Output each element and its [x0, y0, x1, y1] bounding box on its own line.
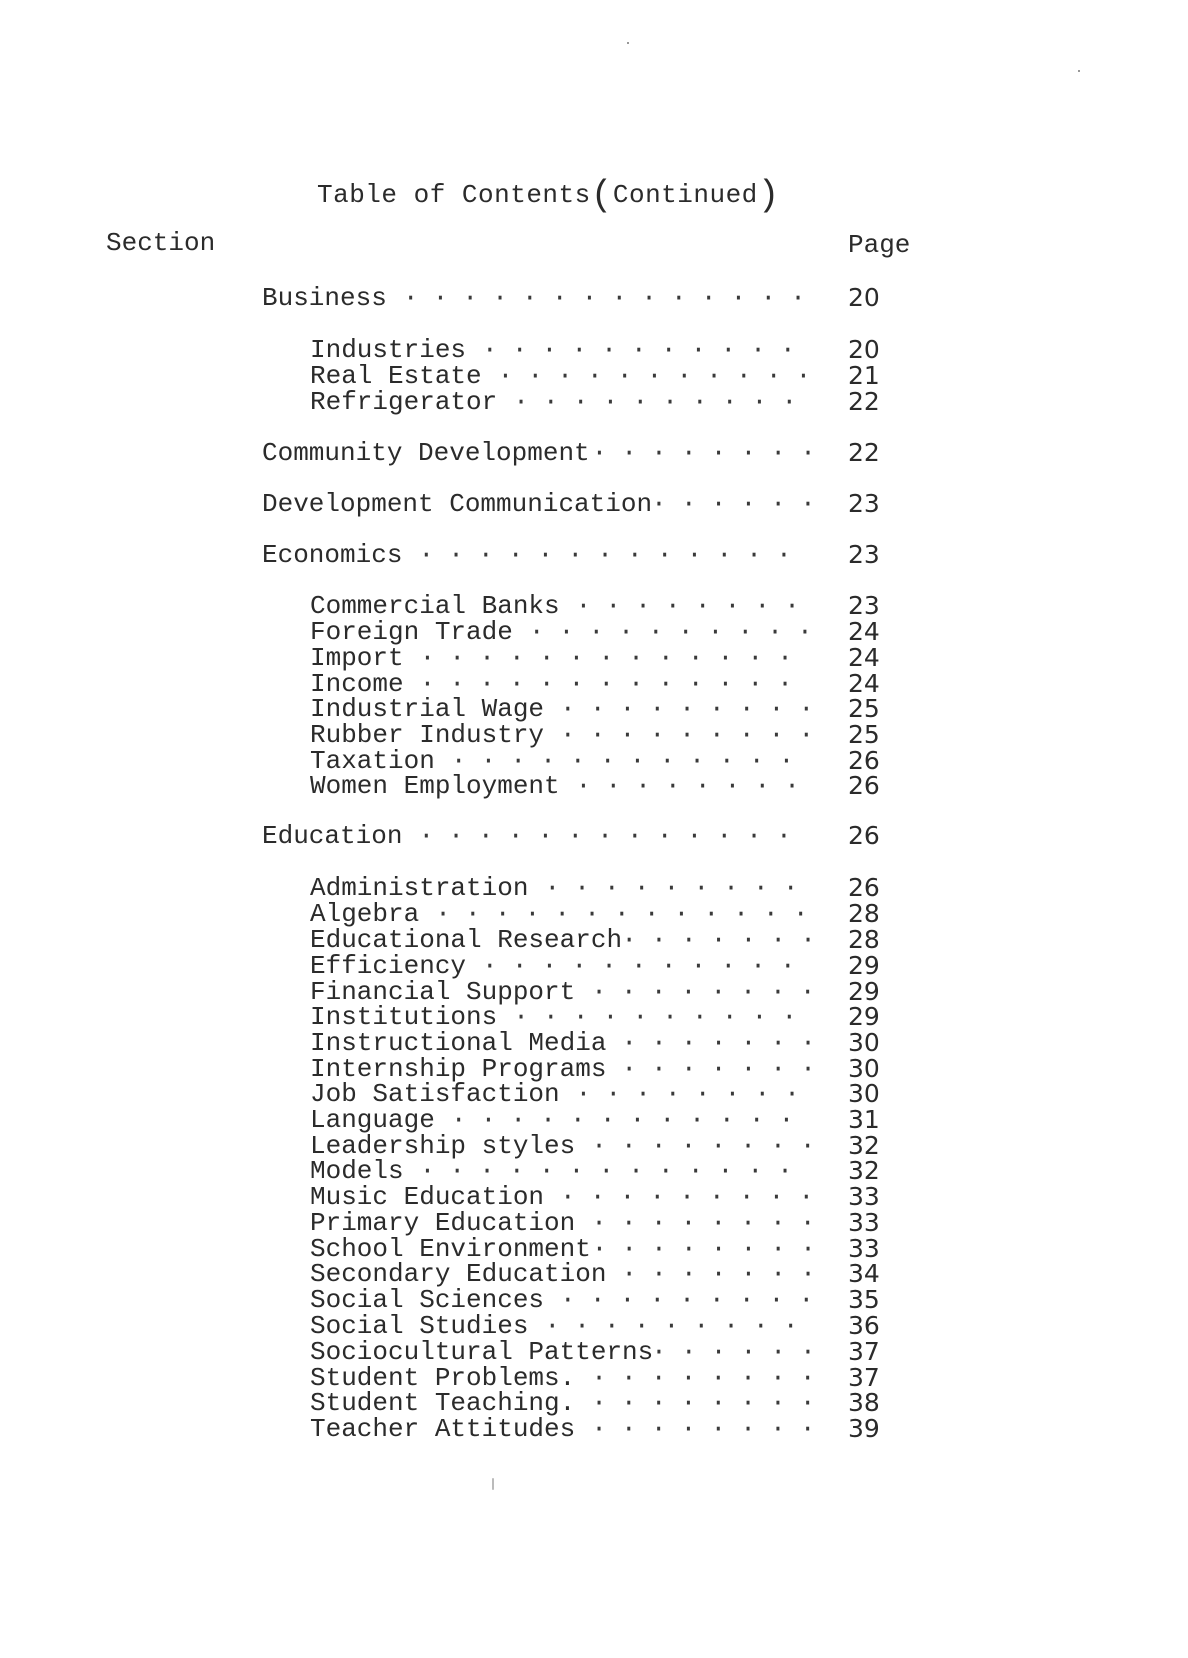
- toc-entry-label: Sociocultural Patterns: [310, 1337, 654, 1367]
- toc-subsection-entry: [310, 1388, 880, 1418]
- toc-subsection-entry: [310, 1285, 880, 1315]
- dot-leader: ·············: [435, 899, 823, 929]
- toc-entry-label: Student Teaching.: [310, 1388, 576, 1418]
- toc-entry-page-number: 33: [848, 1182, 880, 1211]
- toc-section-entry: [262, 821, 880, 851]
- toc-subsection-entry: [310, 1156, 880, 1186]
- toc-entry-label: Foreign Trade: [310, 617, 513, 647]
- toc-entry-label: Real Estate: [310, 361, 482, 391]
- toc-entry-label: Development Communication: [262, 489, 653, 519]
- dot-leader: ············: [450, 746, 809, 776]
- toc-entry-label: Teacher Attitudes: [310, 1414, 576, 1444]
- toc-entry-page-number: 29: [848, 1002, 880, 1031]
- toc-subsection-entry: [310, 771, 880, 801]
- toc-entry-page-number: 28: [848, 925, 880, 954]
- dot-leader: ·········: [560, 1285, 829, 1315]
- toc-entry-page-number: 24: [848, 617, 880, 646]
- toc-entry-label: Education: [262, 821, 403, 851]
- toc-entry-label: Women Employment: [310, 771, 560, 801]
- toc-entry-label: Educational Research: [310, 925, 623, 955]
- page-column-header: Page: [848, 230, 911, 260]
- toc-entry-label: Industrial Wage: [310, 694, 545, 724]
- dot-leader: ········: [591, 1388, 830, 1418]
- toc-entry-label: Rubber Industry: [310, 720, 545, 750]
- toc-entry-page-number: 24: [848, 643, 880, 672]
- toc-entry-page-number: 37: [848, 1363, 880, 1392]
- toc-subsection-entry: [310, 591, 880, 621]
- toc-subsection-entry: [310, 1079, 880, 1109]
- toc-subsection-entry: [310, 720, 880, 750]
- toc-entry-page-number: 28: [848, 899, 880, 928]
- dot-leader: ·······: [621, 1259, 830, 1289]
- toc-subsection-entry: [310, 1259, 880, 1289]
- title-open-paren: (: [590, 175, 613, 216]
- dot-leader: ············: [450, 1105, 809, 1135]
- page-title: [317, 172, 780, 216]
- dot-leader: ······: [651, 1337, 830, 1367]
- toc-subsection-entry: [310, 1028, 880, 1058]
- dot-leader: ·······: [621, 925, 830, 955]
- toc-entry-label: Music Education: [310, 1182, 545, 1212]
- toc-subsection-entry: [310, 1414, 880, 1444]
- dot-leader: ·········: [544, 873, 813, 903]
- dot-leader: ·············: [418, 540, 806, 570]
- toc-entry-page-number: 39: [848, 1414, 880, 1443]
- toc-entry-page-number: 23: [848, 591, 880, 620]
- toc-entry-page-number: 23: [848, 489, 880, 518]
- toc-entry-page-number: 26: [848, 746, 880, 775]
- toc-subsection-entry: [310, 925, 880, 955]
- toc-entry-page-number: 32: [848, 1156, 880, 1185]
- toc-section-entry: [262, 283, 880, 313]
- dot-leader: ···········: [482, 335, 810, 365]
- toc-entry-label: Institutions: [310, 1002, 498, 1032]
- dot-leader: ········: [575, 771, 815, 801]
- toc-entry-label: Refrigerator: [310, 387, 498, 417]
- toc-entry-page-number: 33: [848, 1234, 880, 1263]
- toc-entry-page-number: 30: [848, 1028, 880, 1057]
- toc-entry-label: Import: [310, 643, 404, 673]
- toc-section-entry: [262, 489, 880, 519]
- toc-subsection-entry: [310, 617, 880, 647]
- toc-subsection-entry: [310, 1208, 880, 1238]
- toc-entry-label: Commercial Banks: [310, 591, 560, 621]
- toc-entry-label: Algebra: [310, 899, 420, 929]
- dot-leader: ········: [575, 591, 815, 621]
- title-text: Table of Contents: [317, 180, 591, 210]
- toc-section-entry: [262, 438, 880, 468]
- dot-leader: ·········: [560, 694, 829, 724]
- toc-entry-label: Leadership styles: [310, 1131, 576, 1161]
- toc-entry-label: School Environment: [310, 1234, 591, 1264]
- toc-entry-label: Income: [310, 669, 404, 699]
- toc-entry-page-number: 33: [848, 1208, 880, 1237]
- toc-entry-label: Efficiency: [310, 951, 467, 981]
- section-column-header: Section: [106, 228, 216, 258]
- dot-leader: ········: [575, 1079, 815, 1109]
- toc-entry-label: Business: [262, 283, 387, 313]
- toc-entry-page-number: 32: [848, 1131, 880, 1160]
- toc-entry-label: Social Sciences: [310, 1285, 545, 1315]
- toc-subsection-entry: [310, 1002, 880, 1032]
- dot-leader: ········: [591, 1234, 830, 1264]
- toc-section-entry: [262, 540, 880, 570]
- dot-leader: ··········: [513, 1002, 812, 1032]
- toc-entry-page-number: 20: [848, 335, 880, 364]
- toc-entry-label: Financial Support: [310, 977, 576, 1007]
- toc-entry-label: Models: [310, 1156, 404, 1186]
- toc-entry-page-number: 25: [848, 694, 880, 723]
- toc-subsection-entry: [310, 335, 880, 365]
- toc-entry-label: Community Development: [262, 438, 590, 468]
- dot-leader: ···········: [482, 951, 810, 981]
- toc-subsection-entry: [310, 1311, 880, 1341]
- dot-leader: ··········: [528, 617, 827, 647]
- toc-entry-page-number: 23: [848, 540, 880, 569]
- toc-entry-page-number: 30: [848, 1079, 880, 1108]
- scan-speck: [627, 42, 629, 44]
- toc-entry-label: Instructional Media: [310, 1028, 607, 1058]
- dot-leader: ········: [591, 438, 830, 468]
- dot-leader: ·······: [621, 1054, 830, 1084]
- dot-leader: ·············: [419, 669, 808, 699]
- toc-subsection-entry: [310, 1337, 880, 1367]
- toc-subsection-entry: [310, 873, 880, 903]
- dot-leader: ········: [591, 977, 830, 1007]
- toc-entry-page-number: 29: [848, 951, 880, 980]
- dot-leader: ·············: [418, 821, 806, 851]
- toc-entry-page-number: 25: [848, 720, 880, 749]
- toc-entry-label: Student Problems.: [310, 1363, 576, 1393]
- toc-entry-label: Internship Programs: [310, 1054, 607, 1084]
- toc-subsection-entry: [310, 1182, 880, 1212]
- dot-leader: ·······: [621, 1028, 830, 1058]
- dot-leader: ········: [591, 1363, 830, 1393]
- toc-entry-page-number: 37: [848, 1337, 880, 1366]
- toc-entry-page-number: 31: [848, 1105, 880, 1134]
- toc-entry-label: Industries: [310, 335, 467, 365]
- toc-entry-page-number: 26: [848, 771, 880, 800]
- toc-subsection-entry: [310, 361, 880, 391]
- dot-leader: ······: [651, 489, 830, 519]
- toc-entry-label: Language: [310, 1105, 435, 1135]
- toc-entry-page-number: 38: [848, 1388, 880, 1417]
- toc-subsection-entry: [310, 1105, 880, 1135]
- toc-subsection-entry: [310, 694, 880, 724]
- dot-leader: ········: [591, 1131, 830, 1161]
- toc-entry-label: Taxation: [310, 746, 435, 776]
- toc-entry-label: Administration: [310, 873, 529, 903]
- dot-leader: ·············: [419, 643, 808, 673]
- dot-leader: ··············: [402, 283, 821, 313]
- toc-entry-label: Economics: [262, 540, 403, 570]
- dot-leader: ·········: [560, 1182, 829, 1212]
- title-close-paren: ): [757, 175, 780, 216]
- scan-speck: [1078, 70, 1080, 72]
- dot-leader: ········: [591, 1414, 830, 1444]
- dot-leader: ··········: [513, 387, 812, 417]
- toc-subsection-entry: [310, 899, 880, 929]
- toc-subsection-entry: [310, 387, 880, 417]
- toc-entry-label: Social Studies: [310, 1311, 529, 1341]
- toc-entry-page-number: 36: [848, 1311, 880, 1340]
- dot-leader: ·············: [419, 1156, 808, 1186]
- toc-entry-label: Secondary Education: [310, 1259, 607, 1289]
- toc-entry-page-number: 22: [848, 387, 880, 416]
- toc-entry-page-number: 21: [848, 361, 880, 390]
- dot-leader: ·········: [560, 720, 829, 750]
- title-suffix: Continued: [612, 180, 758, 210]
- toc-entry-label: Job Satisfaction: [310, 1079, 560, 1109]
- toc-entry-page-number: 30: [848, 1054, 880, 1083]
- toc-subsection-entry: [310, 951, 880, 981]
- toc-entry-page-number: 34: [848, 1259, 880, 1288]
- dot-leader: ········: [591, 1208, 830, 1238]
- toc-entry-label: Primary Education: [310, 1208, 576, 1238]
- toc-entry-page-number: 26: [848, 821, 880, 850]
- dot-leader: ···········: [497, 361, 826, 391]
- toc-entry-page-number: 26: [848, 873, 880, 902]
- toc-entry-page-number: 35: [848, 1285, 880, 1314]
- toc-entry-page-number: 22: [848, 438, 880, 467]
- toc-subsection-entry: [310, 643, 880, 673]
- toc-entry-page-number: 20: [848, 283, 880, 312]
- toc-entry-page-number: 24: [848, 669, 880, 698]
- scan-speck: [492, 1478, 494, 1490]
- dot-leader: ·········: [544, 1311, 813, 1341]
- toc-entry-page-number: 29: [848, 977, 880, 1006]
